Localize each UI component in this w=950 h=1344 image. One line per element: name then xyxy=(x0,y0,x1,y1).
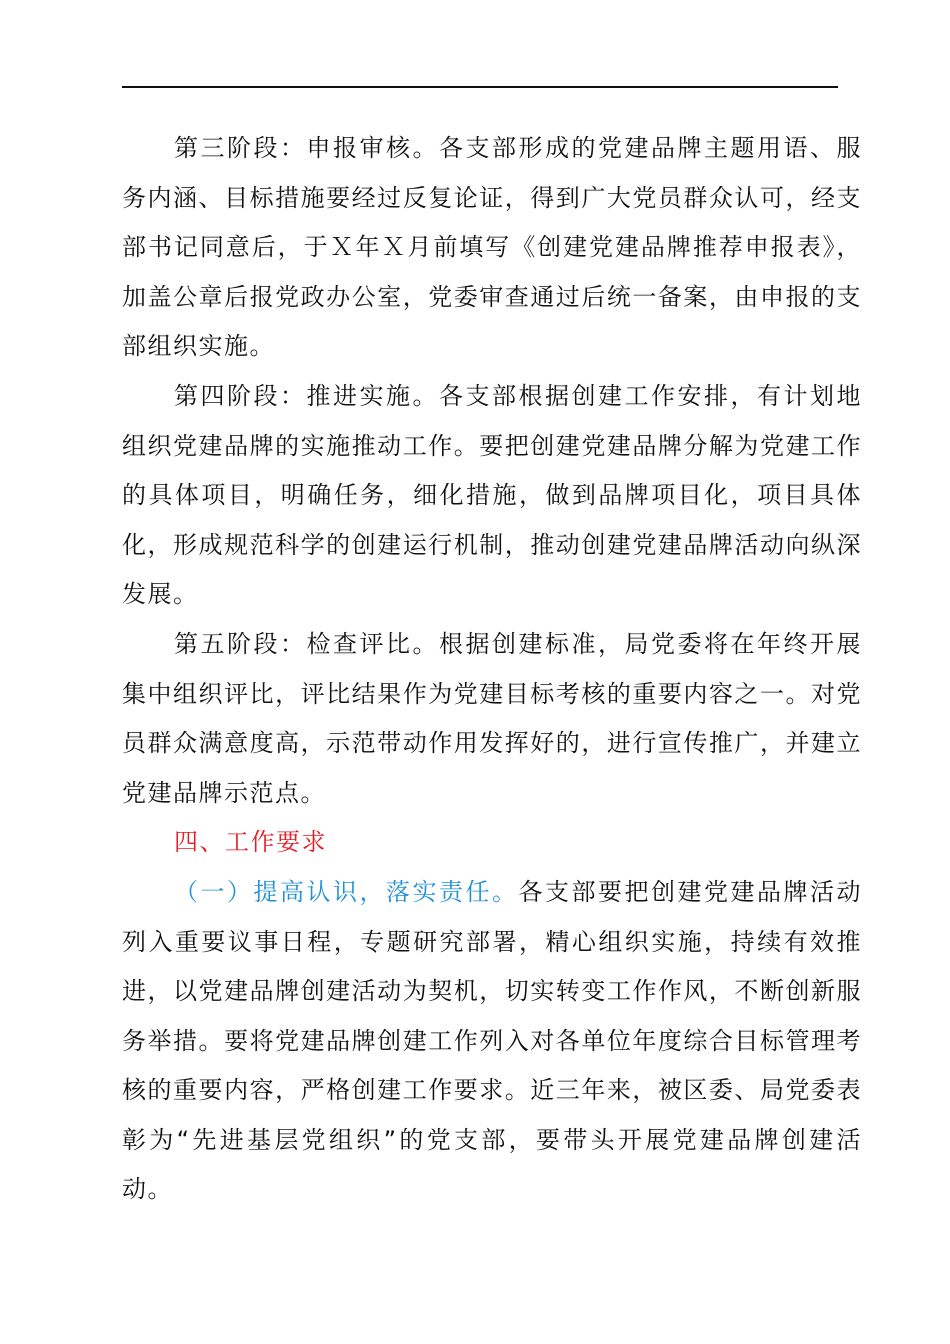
document-body xyxy=(122,124,862,1215)
subsection-body: 各支部要把创建党建品牌活动列入重要议事日程，专题研究部署，精心组织实施，持续有效推进，以党建品牌创建活动为契机，切实转变工作作风，不断创新服务举措。要将党建品牌创建工作列入对各单位年度综合目标管理考核的重要内容，严格创建工作要求。近三年来，被区委、局党委表彰为“先进基层党组织”的党支部，要带头开展党建品牌创建活动。 xyxy=(122,877,862,1204)
subsection-paragraph xyxy=(122,868,862,1215)
subsection-title: （一）提高认识，落实责任。 xyxy=(174,877,519,906)
paragraph-stage-five: 第五阶段：检查评比。根据创建标准，局党委将在年终开展集中组织评比，评比结果作为党建目标考核的重要内容之一。对党员群众满意度高，示范带动作用发挥好的，进行宣传推广，并建立党建品牌示范点。 xyxy=(122,629,862,807)
section-heading: 四、工作要求 xyxy=(174,828,327,857)
paragraph-stage-three: 第三阶段：申报审核。各支部形成的党建品牌主题用语、服务内涵、目标措施要经过反复论证，得到广大党员群众认可，经支部书记同意后，于Ｘ年Ｘ月前填写《创建党建品牌推荐申报表》，加盖公章后报党政办公室，党委审查通过后统一备案，由申报的支部组织实施。 xyxy=(122,134,862,361)
header-rule xyxy=(122,86,838,88)
paragraph-stage-four: 第四阶段：推进实施。各支部根据创建工作安排，有计划地组织党建品牌的实施推动工作。要把创建党建品牌分解为党建工作的具体项目，明确任务，细化措施，做到品牌项目化，项目具体化，形成规范科学的创建运行机制，推动创建党建品牌活动向纵深发展。 xyxy=(122,381,862,609)
